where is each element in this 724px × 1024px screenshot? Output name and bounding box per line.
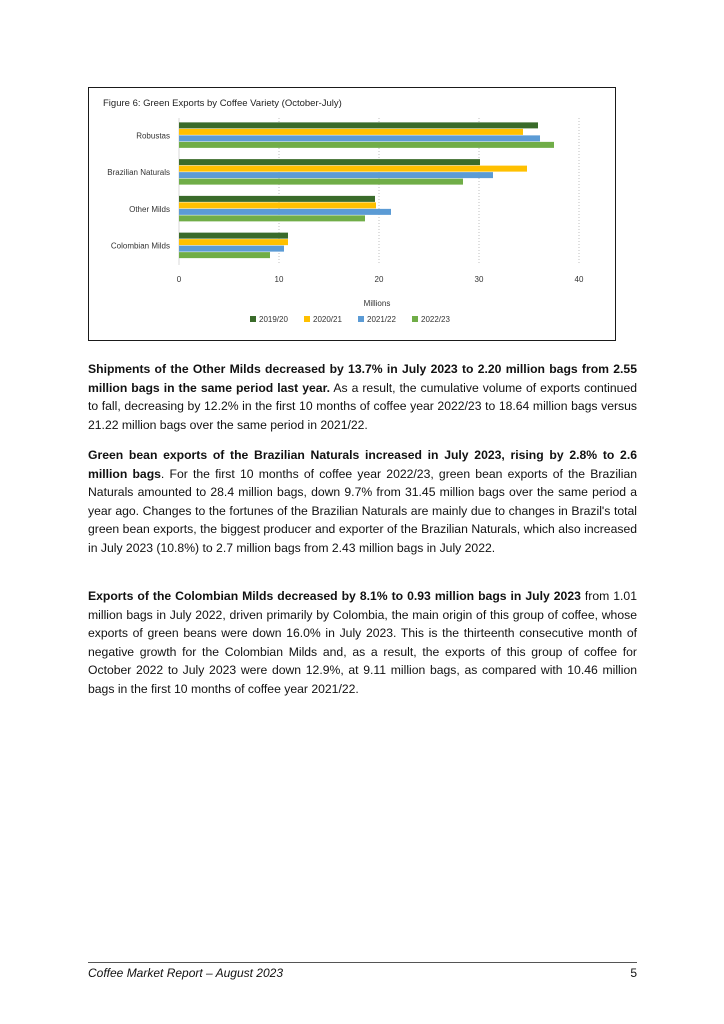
bar — [179, 129, 523, 135]
paragraph-colombian-milds — [88, 587, 637, 699]
category-label: Colombian Milds — [110, 241, 170, 251]
bar — [179, 196, 375, 202]
paragraph-body: from 1.01 million bags in July 2022, driven primarily by Colombia, the main origin of this group of coffee, whose exports of green beans were down 16.0% in July 2023. This is the thirteenth consecutive month of negative growth for the Colombian Milds and, as a result, the exports of this group of coffee for October 2022 to July 2023 were down 12.9%, at 9.11 million bags, as compared with 10.46 million bags in the first 10 months of coffee year 2021/22. — [88, 589, 637, 696]
legend-swatch — [304, 316, 310, 322]
legend-label: 2019/20 — [259, 315, 288, 324]
bar — [179, 239, 288, 245]
legend-label: 2020/21 — [313, 315, 342, 324]
legend-swatch — [250, 316, 256, 322]
bar — [179, 142, 554, 148]
bar-chart — [89, 88, 615, 340]
bar — [179, 172, 493, 178]
paragraph-lead: Green bean exports of the Brazilian Naturals increased in July 2023, rising by 2.8% to 2.6 million bags — [88, 448, 637, 481]
bar — [179, 135, 540, 141]
paragraph-body: As a result, the cumulative volume of exports continued to fall, decreasing by 12.2% in the first 10 months of coffee year 2022/23 to 18.64 million bags versus 21.22 million bags over the same period in 2021/22. — [88, 380, 638, 432]
legend-swatch — [358, 316, 364, 322]
paragraph-lead: Shipments of the Other Milds decreased by 13.7% in July 2023 to 2.20 million bags from 2.55 million bags in the same period last year. — [88, 362, 637, 395]
bar — [179, 233, 288, 239]
x-tick-label: 40 — [574, 275, 584, 284]
paragraph-brazilian-naturals — [88, 446, 637, 558]
bar — [179, 202, 376, 208]
legend-swatch — [412, 316, 418, 322]
footer-divider — [88, 962, 637, 963]
bar — [179, 179, 463, 185]
legend-label: 2021/22 — [367, 315, 396, 324]
category-label: Other Milds — [129, 204, 170, 214]
chart-title: Figure 6: Green Exports by Coffee Variety (October-July) — [103, 98, 342, 109]
legend-label: 2022/23 — [421, 315, 450, 324]
bar — [179, 166, 527, 172]
paragraph-body: . For the first 10 months of coffee year 2022/23, green bean exports of the Brazilian Naturals amounted to 28.4 million bags, down 9.7% from 31.45 million bags over the same period a year ago. Changes to the fortunes of the Brazilian Naturals are mainly due to changes in Brazil's total green bean exports, the biggest producer and exporter of the Brazilian Naturals, which also increased in July 2023 (10.8%) to 2.7 million bags from 2.43 million bags in July 2022. — [88, 466, 637, 555]
paragraph-lead: Exports of the Colombian Milds decreased by 8.1% to 0.93 million bags in July 2023 — [88, 589, 581, 603]
footer-report-title: Coffee Market Report – August 2023 — [88, 966, 283, 980]
page-number: 5 — [630, 966, 637, 980]
x-axis-title: Millions — [363, 299, 391, 308]
x-tick-label: 10 — [274, 275, 284, 284]
bar — [179, 159, 480, 165]
x-tick-label: 20 — [374, 275, 384, 284]
bar — [179, 122, 538, 128]
bar — [179, 215, 365, 221]
x-tick-label: 30 — [474, 275, 484, 284]
paragraph-other-milds — [88, 360, 637, 434]
bar — [179, 252, 270, 258]
category-label: Robustas — [136, 131, 170, 141]
bar — [179, 246, 284, 252]
category-label: Brazilian Naturals — [107, 168, 170, 178]
bar — [179, 209, 391, 215]
chart-figure — [88, 87, 616, 341]
x-tick-label: 0 — [176, 275, 182, 284]
